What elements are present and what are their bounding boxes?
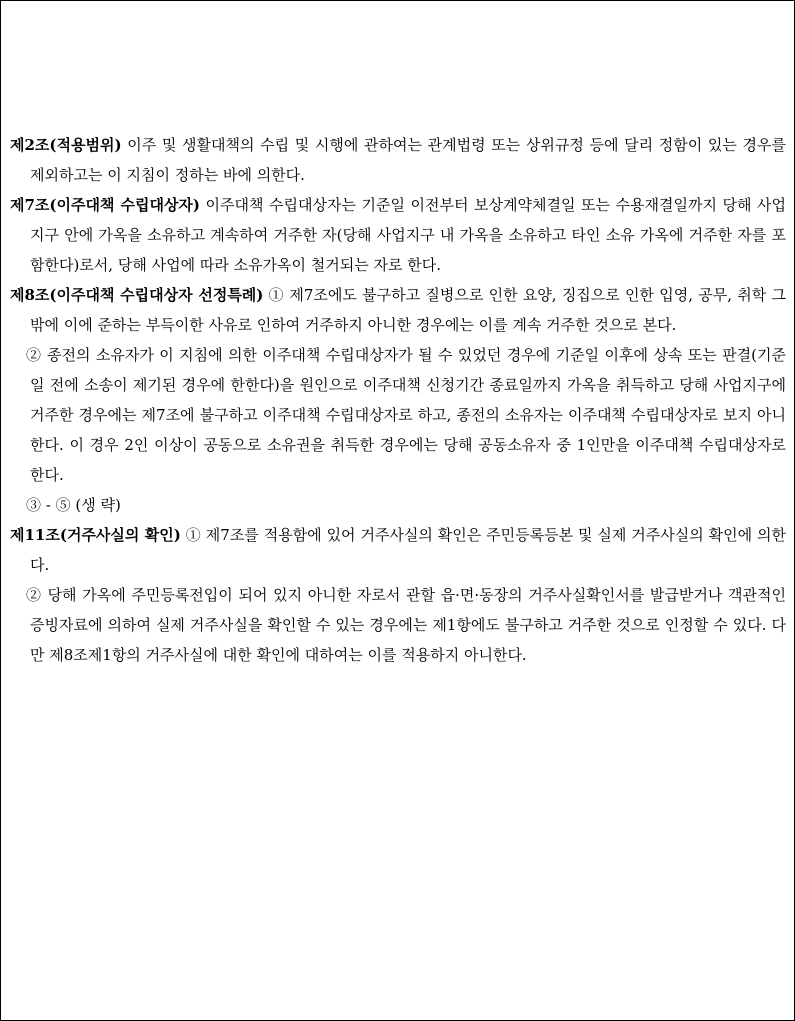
article-text: 이주 및 생활대책의 수립 및 시행에 관하여는 관계법령 또는 상위규정 등에 달리 정함이 있는 경우를 제외하고는 이 지침이 정하는 바에 의한다. [30, 136, 786, 184]
article-heading: 제7조(이주대책 수립대상자) [10, 196, 201, 214]
article-2 [10, 130, 786, 190]
article-text: ① 제7조를 적용함에 있어 거주사실의 확인은 주민등록등본 및 실제 거주사실의 확인에 의한다. [30, 526, 787, 574]
article-text: ① 제7조에도 불구하고 질병으로 인한 요양, 징집으로 인한 입영, 공무, 취학 그 밖에 이에 준하는 부득이한 사유로 인하여 거주하지 아니한 경우에는 이를 계속 거주한 것으로 본다. [30, 286, 786, 334]
article-8-paragraph-2: ② 종전의 소유자가 이 지침에 의한 이주대책 수립대상자가 될 수 있었던 경우에 기준일 이후에 상속 또는 판결(기준일 전에 소송이 제기된 경우에 한한다)을 원인으로 이주대책 신청기간 종료일까지 가옥을 취득하고 당해 사업지구에 거주한 경우에는 제7조에 불구하고 이주대책 수립대상자로 하고, 종전의 소유자는 이주대책 수립대상자로 보지 아니한다. 이 경우 2인 이상이 공동으로 소유권을 취득한 경우에는 당해 공동소유자 중 1인만을 이주대책 수립대상자로 한다. [26, 346, 786, 484]
article-heading: 제11조(거주사실의 확인) [10, 526, 181, 544]
article-8-paragraph-3-5: ③ - ⑤ (생 략) [26, 496, 121, 514]
article-heading: 제2조(적용범위) [10, 136, 122, 154]
article-8 [10, 280, 786, 340]
article-11-paragraph-2: ② 당해 가옥에 주민등록전입이 되어 있지 아니한 자로서 관할 읍·면·동장의 거주사실확인서를 발급받거나 객관적인 증빙자료에 의하여 실제 거주사실을 확인할 수 있는 경우에는 제1항에도 불구하고 거주한 것으로 인정할 수 있다. 다만 제8조제1항의 거주사실에 대한 확인에 대하여는 이를 적용하지 아니한다. [26, 586, 786, 664]
article-7 [10, 190, 786, 280]
article-heading: 제8조(이주대책 수립대상자 선정특례) [10, 286, 264, 304]
article-text: 이주대책 수립대상자는 기준일 이전부터 보상계약체결일 또는 수용재결일까지 당해 사업지구 안에 가옥을 소유하고 계속하여 거주한 자(당해 사업지구 내 가옥을 소유하고 타인 소유 가옥에 거주한 자를 포함한다)로서, 당해 사업에 따라 소유가옥이 철거되는 자로 한다. [30, 196, 786, 274]
document-body [10, 130, 786, 670]
article-11 [10, 520, 786, 580]
